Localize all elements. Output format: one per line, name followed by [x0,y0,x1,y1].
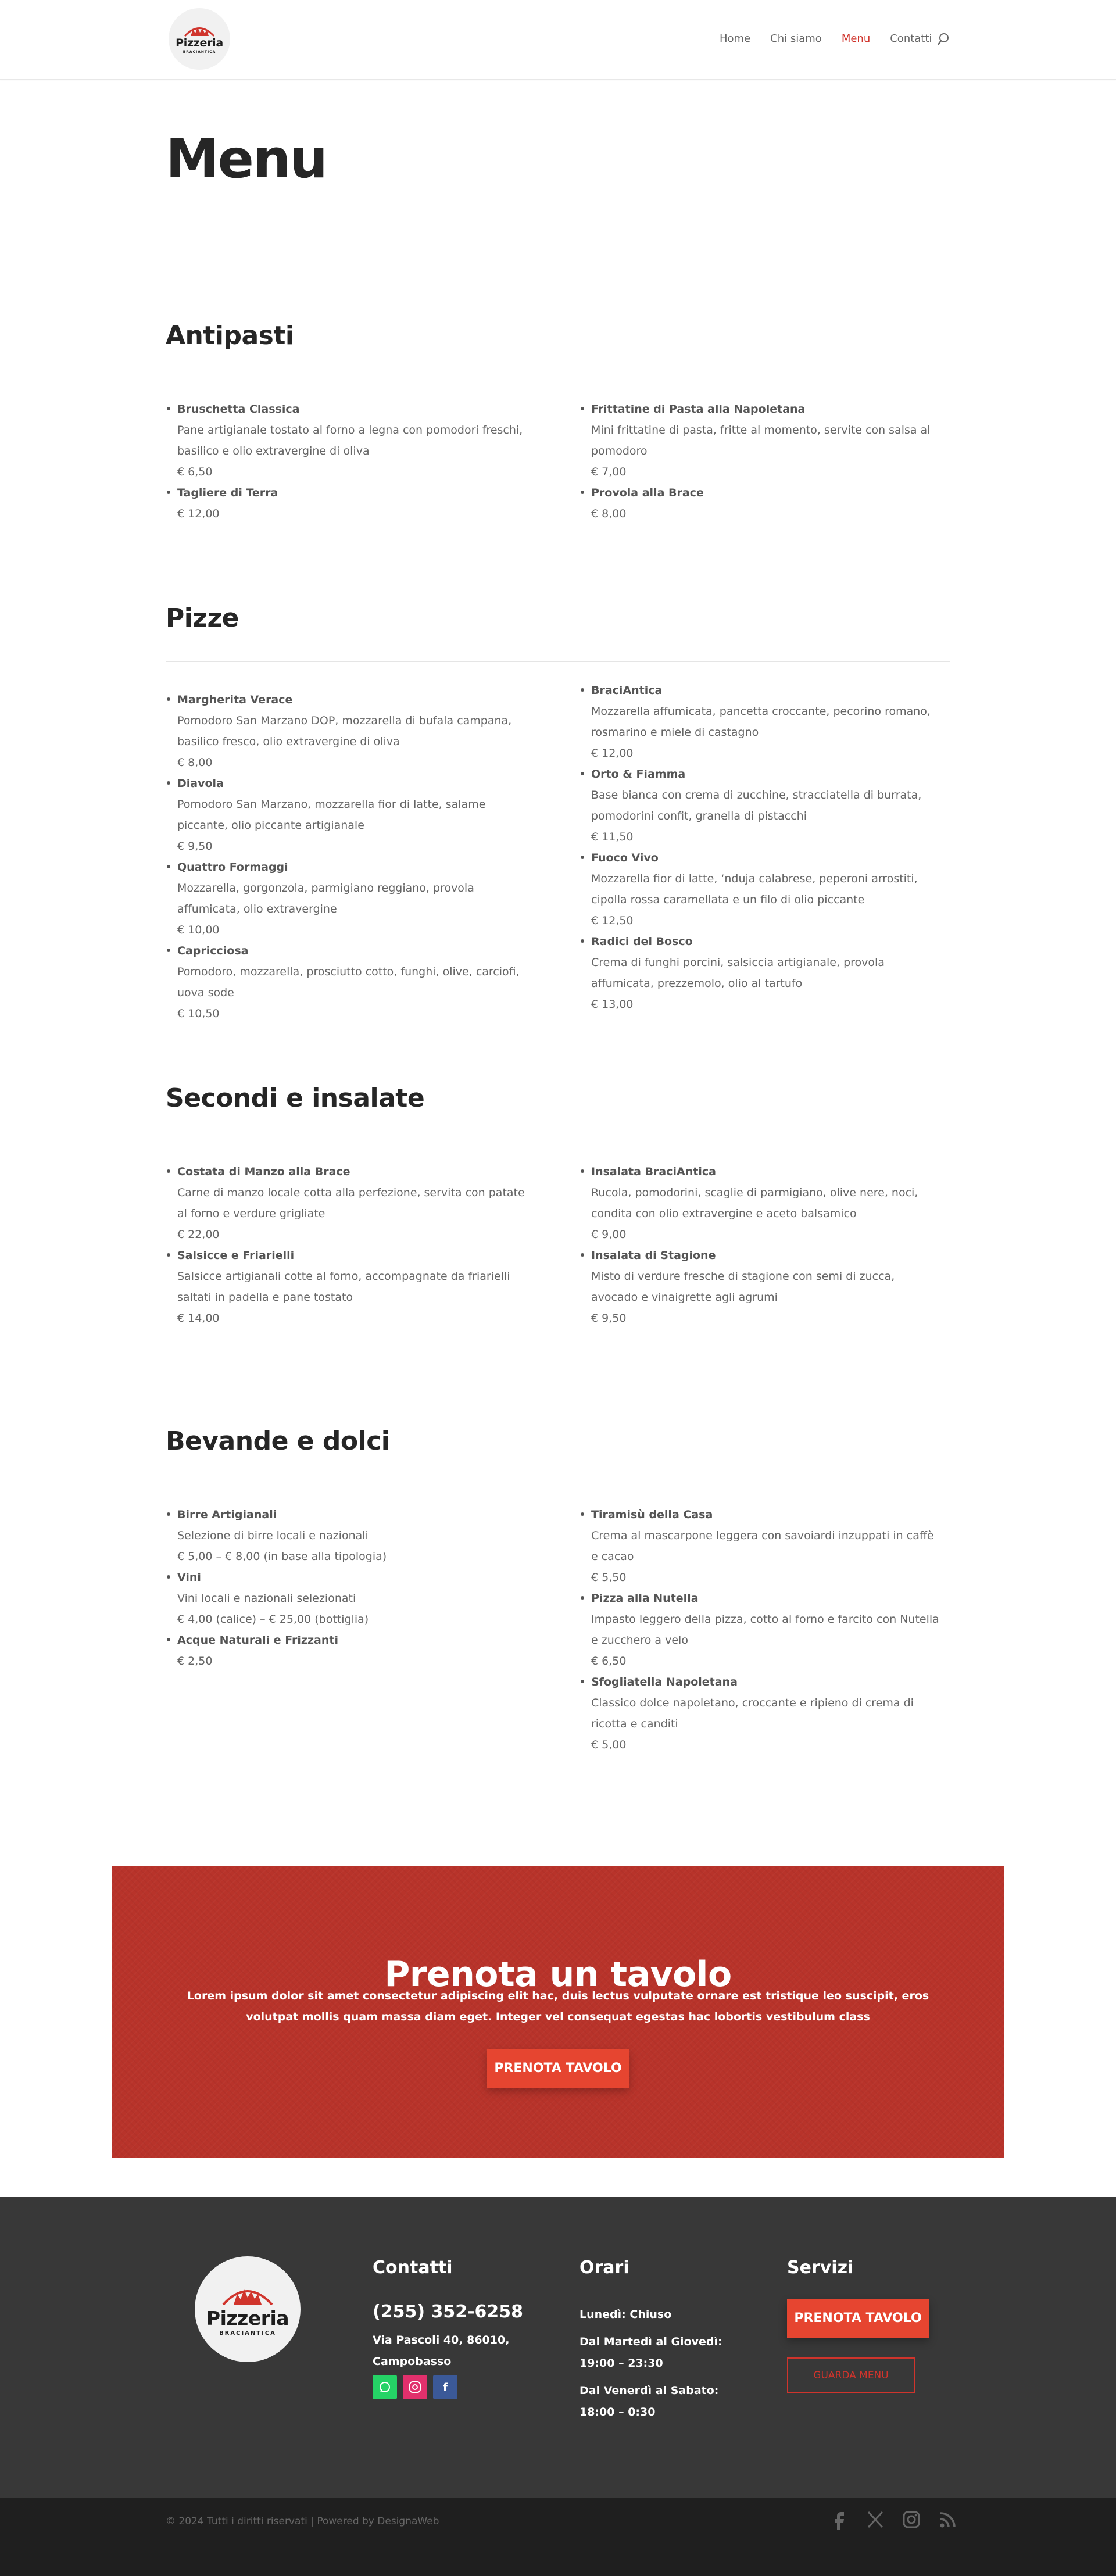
hours-line: Dal Martedì al Giovedì: 19:00 – 23:30 [580,2335,722,2370]
menu-item [166,482,526,524]
copyright: © 2024 Tutti i diritti riservati | Powered by DesignaWeb [166,2516,439,2527]
item-description: Selezione di birre locali e nazionali [177,1529,369,1542]
item-price: € 6,50 [177,466,213,478]
menu-list-left [166,399,526,524]
item-price: € 8,00 [591,507,627,520]
item-description: Impasto leggero della pizza, cotto al forno e farcito con Nutella e zucchero a velo [591,1613,939,1647]
logo-name: Pizzeria [176,37,223,49]
item-price: € 8,00 [177,756,213,769]
footer-contacts [373,2257,524,2393]
footer-logo[interactable] [195,2256,301,2362]
item-name: Capricciosa [177,944,249,957]
item-description: Classico dolce napoletano, croccante e ripieno di crema di ricotta e canditi [591,1697,914,1730]
item-description: Mozzarella affumicata, pancetta croccante, pecorino romano, rosmarino e miele di castagno [591,705,931,739]
menu-item [580,1588,940,1672]
item-description: Pane artigianale tostato al forno a legna con pomodori freschi, basilico e olio extravergine di oliva [177,424,523,457]
item-name: Provola alla Brace [591,486,704,499]
item-price: € 12,00 [591,747,634,760]
item-name: Orto & Fiamma [591,768,686,781]
menu-item [580,931,940,1015]
footer-address: Via Pascoli 40, 86010, Campobasso [373,2334,510,2368]
menu-item [166,773,526,857]
section-divider [166,661,950,662]
item-name: Pizza alla Nutella [591,1592,699,1605]
item-description: Mozzarella fior di latte, ‘nduja calabrese, peperoni arrostiti, cipolla rossa caramellata e un filo di olio piccante [591,872,918,906]
item-description: Mozzarella, gorgonzola, parmigiano reggiano, provola affumicata, olio extravergine [177,882,474,915]
section-title: Bevande e dolci [166,1426,390,1456]
footer-hours-title: Orari [580,2257,629,2278]
x-icon[interactable] [866,2510,885,2530]
social-links [373,2375,457,2399]
footer-book-table-button[interactable]: PRENOTA TAVOLO [787,2299,929,2338]
item-description: Vini locali e nazionali selezionati [177,1592,356,1605]
flame-logo-icon [220,2282,276,2309]
section-title: Pizze [166,603,239,633]
item-name: Margherita Verace [177,693,293,706]
bottom-bar [0,2498,1116,2576]
item-price: € 14,00 [177,1312,220,1325]
item-name: Salsicce e Friarielli [177,1249,295,1262]
item-price: € 2,50 [177,1655,213,1668]
item-description: Carne di manzo locale cotta alla perfezione, servita con patate al forno e verdure grigliate [177,1186,525,1220]
menu-item [166,1161,526,1245]
item-name: Sfogliatella Napoletana [591,1676,738,1688]
menu-item [166,1504,526,1567]
nav-home[interactable]: Home [720,33,751,45]
footer-logo-name: Pizzeria [206,2306,289,2330]
site-header [0,0,1116,80]
instagram-icon[interactable] [902,2510,921,2530]
item-price: € 10,00 [177,924,220,936]
item-price: € 9,50 [591,1312,627,1325]
item-price: € 13,00 [591,998,634,1011]
item-price: € 11,50 [591,831,634,843]
menu-item [166,1567,526,1630]
menu-list-left [166,689,526,1024]
section-secondi-e-insalate [166,1083,950,1325]
facebook-icon[interactable] [830,2510,849,2530]
menu-list-right [580,1504,940,1755]
nav-contatti[interactable]: Contatti [890,33,932,45]
flame-logo-icon [183,24,216,37]
item-name: Bruschetta Classica [177,403,300,416]
search-icon[interactable] [937,33,950,46]
item-name: Fuoco Vivo [591,851,659,864]
footer-services [787,2257,922,2381]
item-price: € 5,50 [591,1571,627,1584]
book-table-button[interactable]: PRENOTA TAVOLO [487,2049,629,2088]
instagram-icon[interactable] [403,2375,427,2399]
item-name: Quattro Formaggi [177,861,288,874]
footer-phone[interactable]: (255) 352-6258 [373,2302,524,2322]
footer-logo-subtitle: BRACIANTICA [219,2330,276,2337]
item-name: Vini [177,1571,201,1584]
item-description: Salsicce artigianali cotte al forno, accompagnate da friarielli saltati in padella e pane tostato [177,1270,510,1304]
item-name: Radici del Bosco [591,935,693,948]
item-description: Pomodoro San Marzano DOP, mozzarella di bufala campana, basilico fresco, olio extravergine di oliva [177,714,512,748]
booking-text: Lorem ipsum dolor sit amet consectetur adipiscing elit hac, duis lectus vulputate ornare est tristique leo suscipit, eros volutpat mollis quam massa diam eget. Integer vel consequat egestas hac lobortis vestibulum class [187,1990,929,2023]
item-price: € 5,00 [591,1738,627,1751]
section-bevande-e-dolci [166,1426,950,1751]
menu-item [580,399,940,482]
item-name: Acque Naturali e Frizzanti [177,1634,338,1647]
opening-hours [580,2304,754,2429]
menu-list-right [580,399,940,524]
menu-item [580,764,940,847]
item-name: Tagliere di Terra [177,486,278,499]
item-name: Birre Artigianali [177,1508,277,1521]
whatsapp-icon[interactable] [373,2375,397,2399]
nav-menu[interactable]: Menu [841,33,871,45]
section-pizze [166,603,950,1020]
item-description: Pomodoro San Marzano, mozzarella fior di latte, salame piccante, olio piccante artigianale [177,798,486,832]
menu-list-left [166,1504,526,1672]
menu-item [166,399,526,482]
item-price: € 10,50 [177,1007,220,1020]
item-name: Frittatine di Pasta alla Napoletana [591,403,806,416]
logo-subtitle: BRACIANTICA [183,50,216,54]
menu-item [580,680,940,764]
menu-item [580,1504,940,1588]
item-description: Misto di verdure fresche di stagione con semi di zucca, avocado e vinaigrette agli agrumi [591,1270,895,1304]
menu-item [166,1245,526,1329]
footer-hours [580,2257,722,2418]
main-nav [720,33,952,45]
section-title: Antipasti [166,321,294,350]
menu-list-right [580,680,940,1015]
section-title: Secondi e insalate [166,1083,425,1113]
item-description: Pomodoro, mozzarella, prosciutto cotto, funghi, olive, carciofi, uova sode [177,965,520,999]
menu-list-left [166,1161,526,1329]
item-price: € 5,00 – € 8,00 (in base alla tipologia) [177,1550,387,1563]
item-name: BraciAntica [591,684,663,697]
item-name: Insalata di Stagione [591,1249,716,1262]
menu-item [580,847,940,931]
facebook-icon[interactable]: f [433,2375,457,2399]
menu-item [166,857,526,940]
footer-services-title: Servizi [787,2257,854,2278]
item-price: € 9,00 [591,1228,627,1241]
menu-list-right [580,1161,940,1329]
item-price: € 9,50 [177,840,213,853]
item-description: Crema di funghi porcini, salsiccia artigianale, provola affumicata, prezzemolo, olio al tartufo [591,956,885,990]
item-description: Mini frittatine di pasta, fritte al momento, servite con salsa al pomodoro [591,424,931,457]
menu-item [580,1672,940,1755]
hours-line: Dal Venerdì al Sabato: 18:00 – 0:30 [580,2384,719,2418]
rss-icon[interactable] [938,2510,957,2530]
menu-item [166,940,526,1024]
nav-chi-siamo[interactable]: Chi siamo [770,33,822,45]
item-description: Base bianca con crema di zucchine, stracciatella di burrata, pomodorini confit, granella di pistacchi [591,789,922,822]
hours-line: Lunedì: Chiuso [580,2308,672,2321]
item-price: € 12,50 [591,914,634,927]
item-name: Costata di Manzo alla Brace [177,1165,350,1178]
menu-item [166,1630,526,1672]
bottom-social-icons [830,2510,957,2530]
item-name: Diavola [177,777,224,790]
item-price: € 22,00 [177,1228,220,1241]
footer-view-menu-button[interactable]: GUARDA MENU [787,2357,915,2393]
footer-contacts-title: Contatti [373,2257,453,2278]
item-price: € 4,00 (calice) – € 25,00 (bottiglia) [177,1613,369,1626]
booking-title: Prenota un tavolo [384,1954,732,1995]
item-price: € 6,50 [591,1655,627,1668]
item-price: € 12,00 [177,507,220,520]
menu-item [580,1245,940,1329]
site-footer [0,2197,1116,2498]
menu-item [166,689,526,773]
section-antipasti [166,321,950,520]
menu-item [580,1161,940,1245]
site-logo[interactable] [169,8,230,70]
page-title: Menu [166,128,327,190]
item-description: Rucola, pomodorini, scaglie di parmigiano, olive nere, noci, condita con olio extravergine e aceto balsamico [591,1186,918,1220]
item-description: Crema al mascarpone leggera con savoiardi inzuppati in caffè e cacao [591,1529,934,1563]
menu-item [580,482,940,524]
booking-banner [112,1866,1004,2158]
item-name: Insalata BraciAntica [591,1165,716,1178]
item-name: Tiramisù della Casa [591,1508,713,1521]
item-price: € 7,00 [591,466,627,478]
